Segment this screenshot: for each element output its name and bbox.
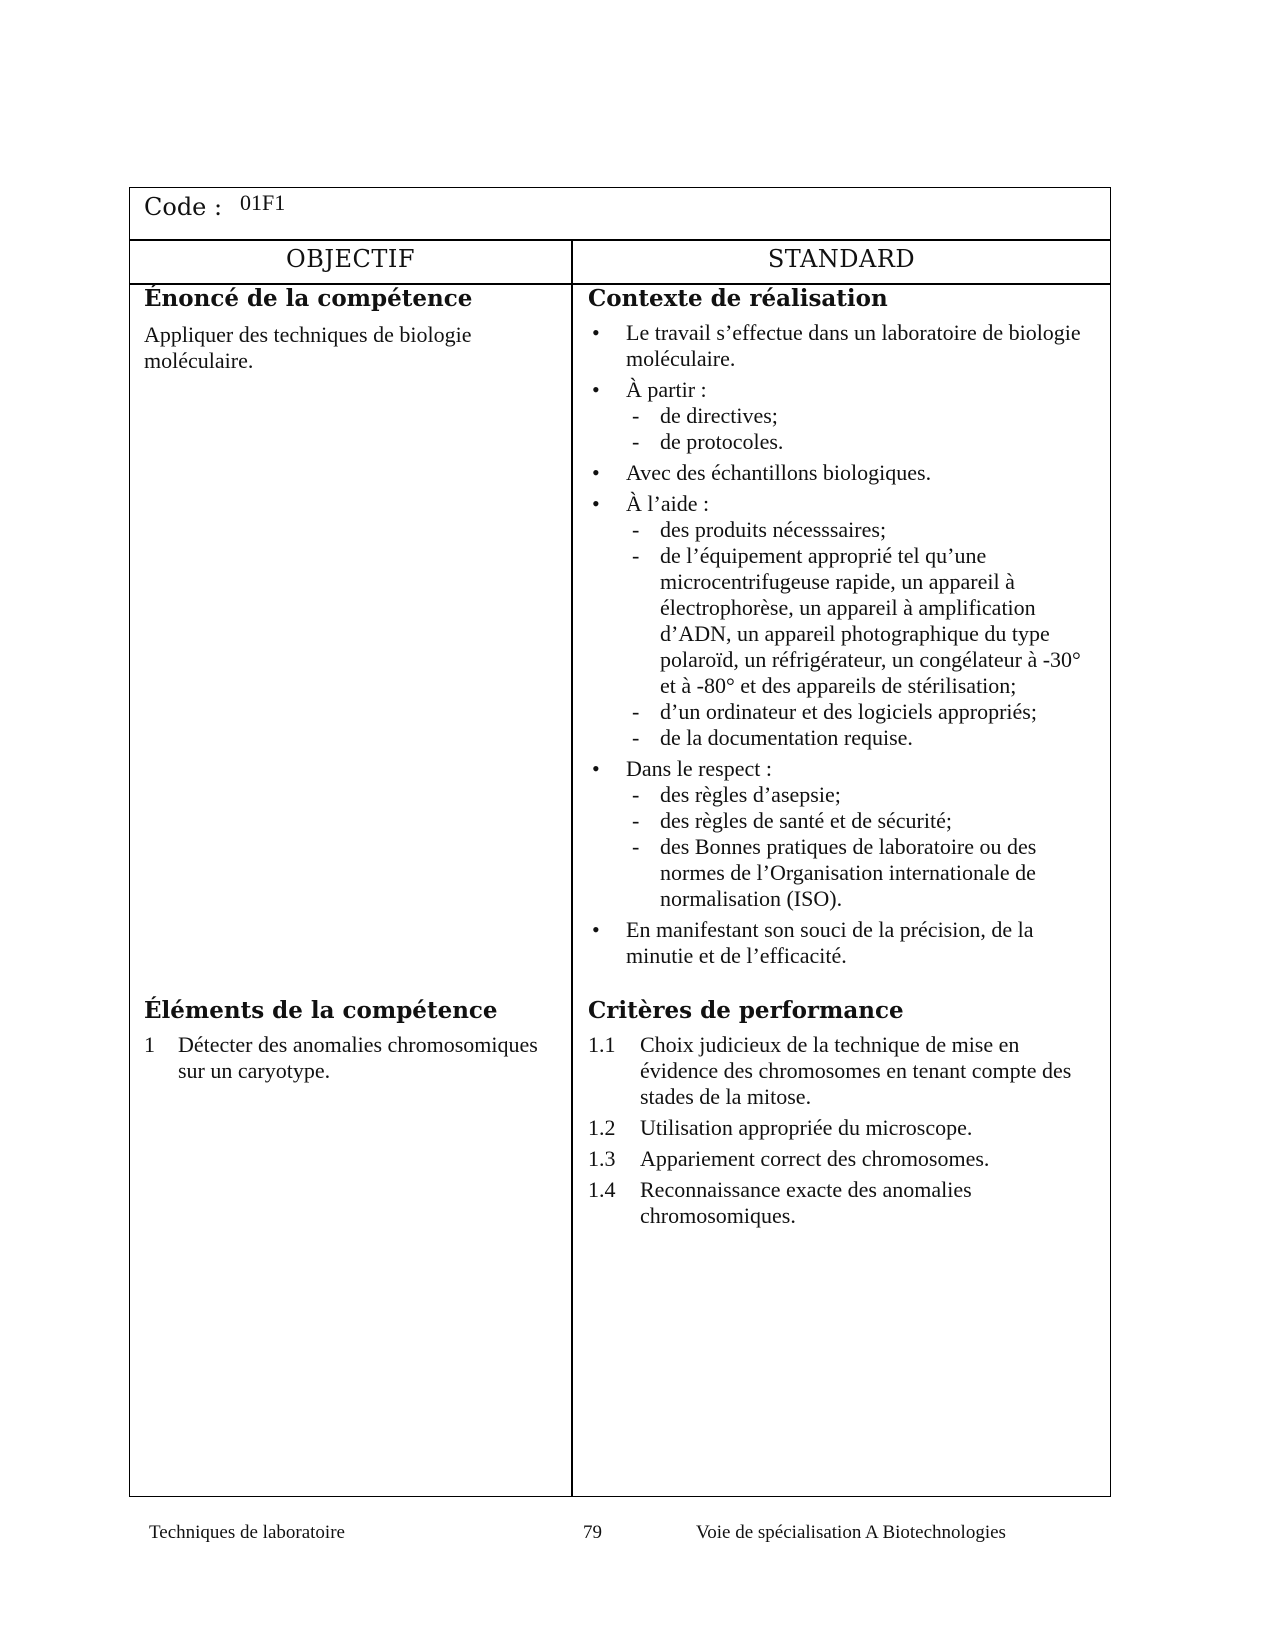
standard-header: STANDARD xyxy=(767,245,916,273)
list-item: • Avec des échantillons biologiques. xyxy=(588,460,1098,486)
column-divider xyxy=(571,239,573,1496)
footer-page-number: 79 xyxy=(583,1522,602,1543)
criterion-number: 1.2 xyxy=(588,1115,616,1140)
enonce-text: Appliquer des techniques de biologie moléculaire. xyxy=(144,322,472,373)
sub-list-item: - de directives; xyxy=(626,403,1098,429)
criterion-number: 1.4 xyxy=(588,1177,616,1202)
sub-list-item: - d’un ordinateur et des logiciels appropriés; xyxy=(626,699,1098,725)
criterion-item xyxy=(588,1032,1098,1110)
criterion-item xyxy=(588,1115,1098,1141)
contexte-section xyxy=(588,284,1098,974)
sub-list-item: - des règles d’asepsie; xyxy=(626,782,1098,808)
elements-section xyxy=(144,996,559,1084)
criterion-text: Utilisation appropriée du microscope. xyxy=(640,1115,973,1140)
competency-table xyxy=(129,187,1111,1497)
code-value: 01F1 xyxy=(240,190,286,215)
objectif-header: OBJECTIF xyxy=(286,245,415,273)
footer-program: Techniques de laboratoire xyxy=(149,1522,345,1543)
element-text: Détecter des anomalies chromosomiques sur un caryotype. xyxy=(178,1032,538,1083)
criteres-title: Critères de performance xyxy=(588,997,904,1024)
code-label: Code : xyxy=(144,193,223,221)
criterion-text: Reconnaissance exacte des anomalies chromosomiques. xyxy=(640,1177,972,1228)
list-item: • Dans le respect : - des règles d’asepsie; - des règles de santé et de sécurité; - des Bonnes pratiques de laboratoire ou des normes de l’Organisation internationale de normalisation (ISO). xyxy=(588,756,1098,912)
column-header-row xyxy=(130,239,1110,285)
criterion-text: Choix judicieux de la technique de mise en évidence des chromosomes en tenant compte des stades de la mitose. xyxy=(640,1032,1072,1109)
list-item: • En manifestant son souci de la précision, de la minutie et de l’efficacité. xyxy=(588,917,1098,969)
criterion-number: 1.3 xyxy=(588,1146,616,1171)
sub-list-item: - de l’équipement approprié tel qu’une microcentrifugeuse rapide, un appareil à électrophorèse, un appareil à amplification d’ADN, un appareil photographique du type polaroïd, un réfrigérateur, un congélateur à -30° et à -80° et des appareils de stérilisation; xyxy=(626,543,1098,699)
criterion-item xyxy=(588,1177,1098,1229)
sub-list-item: - des produits nécesssaires; xyxy=(626,517,1098,543)
list-item: • Le travail s’effectue dans un laboratoire de biologie moléculaire. xyxy=(588,320,1098,372)
sub-list-item: - des règles de santé et de sécurité; xyxy=(626,808,1098,834)
enonce-section xyxy=(144,284,559,374)
sub-list-item: - des Bonnes pratiques de laboratoire ou des normes de l’Organisation internationale de normalisation (ISO). xyxy=(626,834,1098,912)
criterion-text: Appariement correct des chromosomes. xyxy=(640,1146,990,1171)
criterion-item xyxy=(588,1146,1098,1172)
sub-list-item: - de la documentation requise. xyxy=(626,725,1098,751)
element-item xyxy=(144,1032,559,1084)
contexte-list xyxy=(588,320,1098,969)
elements-title: Éléments de la compétence xyxy=(144,997,498,1024)
element-number: 1 xyxy=(144,1032,155,1057)
sub-list-item: - de protocoles. xyxy=(626,429,1098,455)
footer-specialization: Voie de spécialisation A Biotechnologies xyxy=(696,1522,1006,1543)
contexte-title: Contexte de réalisation xyxy=(588,285,888,312)
code-row xyxy=(130,188,1110,241)
list-item: • À l’aide : - des produits nécesssaires; - de l’équipement approprié tel qu’une microcentrifugeuse rapide, un appareil à électrophorèse, un appareil à amplification d’ADN, un appareil photographique du type polaroïd, un réfrigérateur, un congélateur à -30° et à -80° et des appareils de stérilisation; - d’un ordinateur et des logiciels appropriés; - de la documentation requise. xyxy=(588,491,1098,751)
criteres-section xyxy=(588,996,1098,1234)
enonce-title: Énoncé de la compétence xyxy=(144,285,473,312)
criterion-number: 1.1 xyxy=(588,1032,616,1057)
list-item: • À partir : - de directives; - de protocoles. xyxy=(588,377,1098,455)
